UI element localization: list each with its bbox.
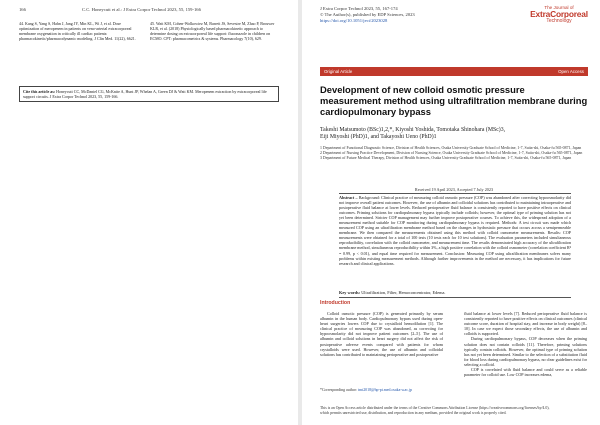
corresponding-email-link[interactable]: tmt2018@hp-pt.med.osaka-u.ac.jp (358, 388, 412, 392)
body-column-1 (320, 311, 443, 357)
journal-logo (530, 5, 588, 25)
affiliation-3: 3 Department of Future Medical Therapy, Division of Health Sciences, Osaka University Graduate School of Medicine, 1-7, Suita-shi, Osaka-fu 565-0871, Japan (320, 155, 572, 160)
abstract-text: Background: Clinical practice of measuring colloid osmotic pressure (COP) was abandoned after correcting hypoosmolarity did not improve overall patient outcomes. However, the use of albumin and colloidal solutions has contributed to maintaining intraoperative and postoperative fluid balance at lower levels. Reduced perioperative fluid balance is consistently reported to have positive effects on clinical outcomes. Priming solutions for cardiopulmonary bypass typically include colloids; however, the optimal type of priming solution has not yet been determined. Stricter COP management may further improve postoperative courses. To achieve this, the widespread adoption of a measurement method suitable for COP monitoring during cardiopulmonary bypass is required. Methods: A test circuit was made which measured COP using an ultrafiltration membrane method based on the changes in hydrostatic pressure that occurs across a semipermeable membrane. We then compared the measurements obtained using this method with colloid osmometer measurements. Results: COP measurements were obtained for a total of 100 tests (10 tests each for 10 test solutions). The evaluation parameters included simultaneous reproducibility, correlation with the colloid osmometer, and measurement time. The results demonstrated high accuracy of the ultrafiltration membrane method, simultaneous reproducibility within 3%, a high positive correlation with the colloid osmometer (correlation coefficient R² = 0.99, p < 0.01), and equal time required for measurement. Conclusion: Measuring COP using ultrafiltration membranes solves many problems within existing measurement methods. Although further improvements in the method are necessary, it has implications for future research and clinical applications. (339, 195, 571, 266)
cite-label: Cite this article as: (23, 89, 56, 94)
abstract-top-rule (339, 193, 571, 194)
right-page (302, 0, 600, 425)
copyright-line: © The Author(s), published by EDP Sciences, 2023 (320, 12, 415, 17)
affiliation-2: 2 Department of Nursing Practice Development, Division of Nursing Science, Osaka University Graduate School of Medicine, 1-7, Suita-shi, Osaka-fu 565-0871, Japan (320, 150, 583, 155)
affiliations (320, 146, 588, 160)
reference-number: 44. (19, 21, 24, 26)
cite-this-article-box (19, 86, 279, 102)
paragraph: During cardiopulmonary bypass, COP decreases when the priming solution does not contain colloids [11]. Therefore, priming solutions typically contain colloids. However, the optimal type of priming solution has not yet been determined. Similar to the selection of a substitution fluid for blood loss during cardiopulmonary bypass, no clear guidelines exist for selecting a colloid. (464, 336, 587, 367)
license-footer (320, 406, 588, 415)
keywords-label: Key words: (339, 290, 361, 295)
body-column-2 (464, 311, 587, 377)
article-title: Development of new colloid osmotic pressure measurement method using ultrafiltration membrane during cardiopulmonary bypass (320, 84, 588, 118)
reference-44 (19, 22, 139, 42)
paragraph: COP is correlated with fluid balance and could serve as a reliable parameter for colloid use. Low COP increases edema, (464, 367, 587, 378)
received-dates: Received 19 April 2023, Accepted 7 July 2023 (414, 187, 494, 192)
paragraph: fluid balance at lower levels [7]. Reduced perioperative fluid balance is consistently reported to have positive effects on clinical outcomes (clinical outcome score, duration of hospital stay, and increase in body weight) [8–10]. In case we expect those secondary effects, the use of albumin and colloids is supported. (464, 311, 587, 337)
left-running-header: C.C. Honeycutt et al.: J Extra Corpor Technol 2023, 55, 159-166 (82, 7, 201, 12)
authors-line-1: Takeshi Matsumoto (BSc)1,2,*, Kiyoshi Yoshida, Tomotaka Shinohara (MSc)3, (320, 127, 506, 133)
reference-number: 45. (150, 21, 155, 26)
abstract-label: Abstract – (339, 195, 358, 200)
corresponding-author (320, 388, 460, 393)
license-line-2: which permits unrestricted use, distribution, and reproduction in any medium, provided the original work is properly cited. (320, 410, 507, 415)
logo-line-2: ExtraCorporeal (530, 9, 588, 19)
open-access-badge: Open Access (558, 69, 584, 74)
abstract-bottom-rule (339, 297, 571, 298)
journal-citation-line: J Extra Corpor Technol 2023, 55, 167-174 (320, 6, 398, 11)
left-page-number: 166 (19, 7, 26, 12)
article-type-bar (320, 67, 588, 76)
authors-line-2: Eiji Miyoshi (PhD)1, and Takayoshi Ueno (PhD)1 (320, 134, 437, 140)
reference-text: Watt KM, Cohen-Wolkowiez M, Barrett JS, Sevestre M, Zhao P, Brouwer KLR, et al. (2018) Physiologically based pharmacokinetic approach to determine dosing on extracorporeal life support: fluconazole in children on ECMO. CPT: pharmacometrics & systems. Pharmacology 7(10), 629. (150, 21, 275, 41)
article-type: Original Article (324, 69, 353, 74)
introduction-heading: Introduction (320, 300, 351, 306)
logo-line-1: The Journal of (544, 5, 574, 10)
abstract (339, 195, 571, 266)
keywords-text: Ultrafiltration, Filter, Hemoconcentrator, Edema. (361, 290, 446, 295)
paragraph: Colloid osmotic pressure (COP) is generated primarily by serum albumin in the human body. Cardiopulmonary bypass used during open-heart surgeries lowers COP due to crystalloid hemodilution [1]. The clinical practice of measuring COP was abandoned, as correcting for hypoosmolarity did not improve patient outcomes [2–5]. The use of albumin and colloid solutions in heart surgery did not affect the risk of postoperative adverse events compared with patients for whom crystalloids were used. However, the use of albumin and colloidal solutions has contributed to maintaining perioperative and postoperative (320, 311, 443, 357)
reference-text: Kang S, Yang S, Hahn J, Jang JY, Min KL, Wi J, et al. Dose optimization of meropenem in patients on veno-arterial extracorporeal membrane oxygenation in critically ill cardiac patients: pharmacokinetic/pharmacodynamic modeling. J Clin Med. 11(22), 6621. (19, 21, 136, 41)
author-list (320, 127, 588, 141)
left-page (0, 0, 298, 425)
cite-text: Honeycutt CC, McDaniel CG, McKnite A, Hunt JP, Whelan A, Green DJ & Watt KM. Meropenem extraction by extracorporeal life support circuits. J Extra Corpor Technol 2023, 55, 159-166. (23, 89, 267, 99)
doi-link[interactable]: https://doi.org/10.1051/ject/2023028 (320, 18, 388, 23)
logo-line-3: Technology (546, 18, 572, 24)
corresponding-label: *Corresponding author: (320, 388, 359, 392)
affiliation-1: 1 Department of Functional Diagnostic Science, Division of Health Sciences, Osaka University Graduate School of Medicine, 1-7, Suita-shi, Osaka-fu 565-0871, Japan (320, 146, 582, 150)
reference-45 (150, 22, 278, 42)
keywords (339, 290, 571, 295)
license-line-1: This is an Open Access article distributed under the terms of the Creative Commons Attribution License (https://creativecommons.org/licenses/by/4.0), (320, 406, 550, 410)
